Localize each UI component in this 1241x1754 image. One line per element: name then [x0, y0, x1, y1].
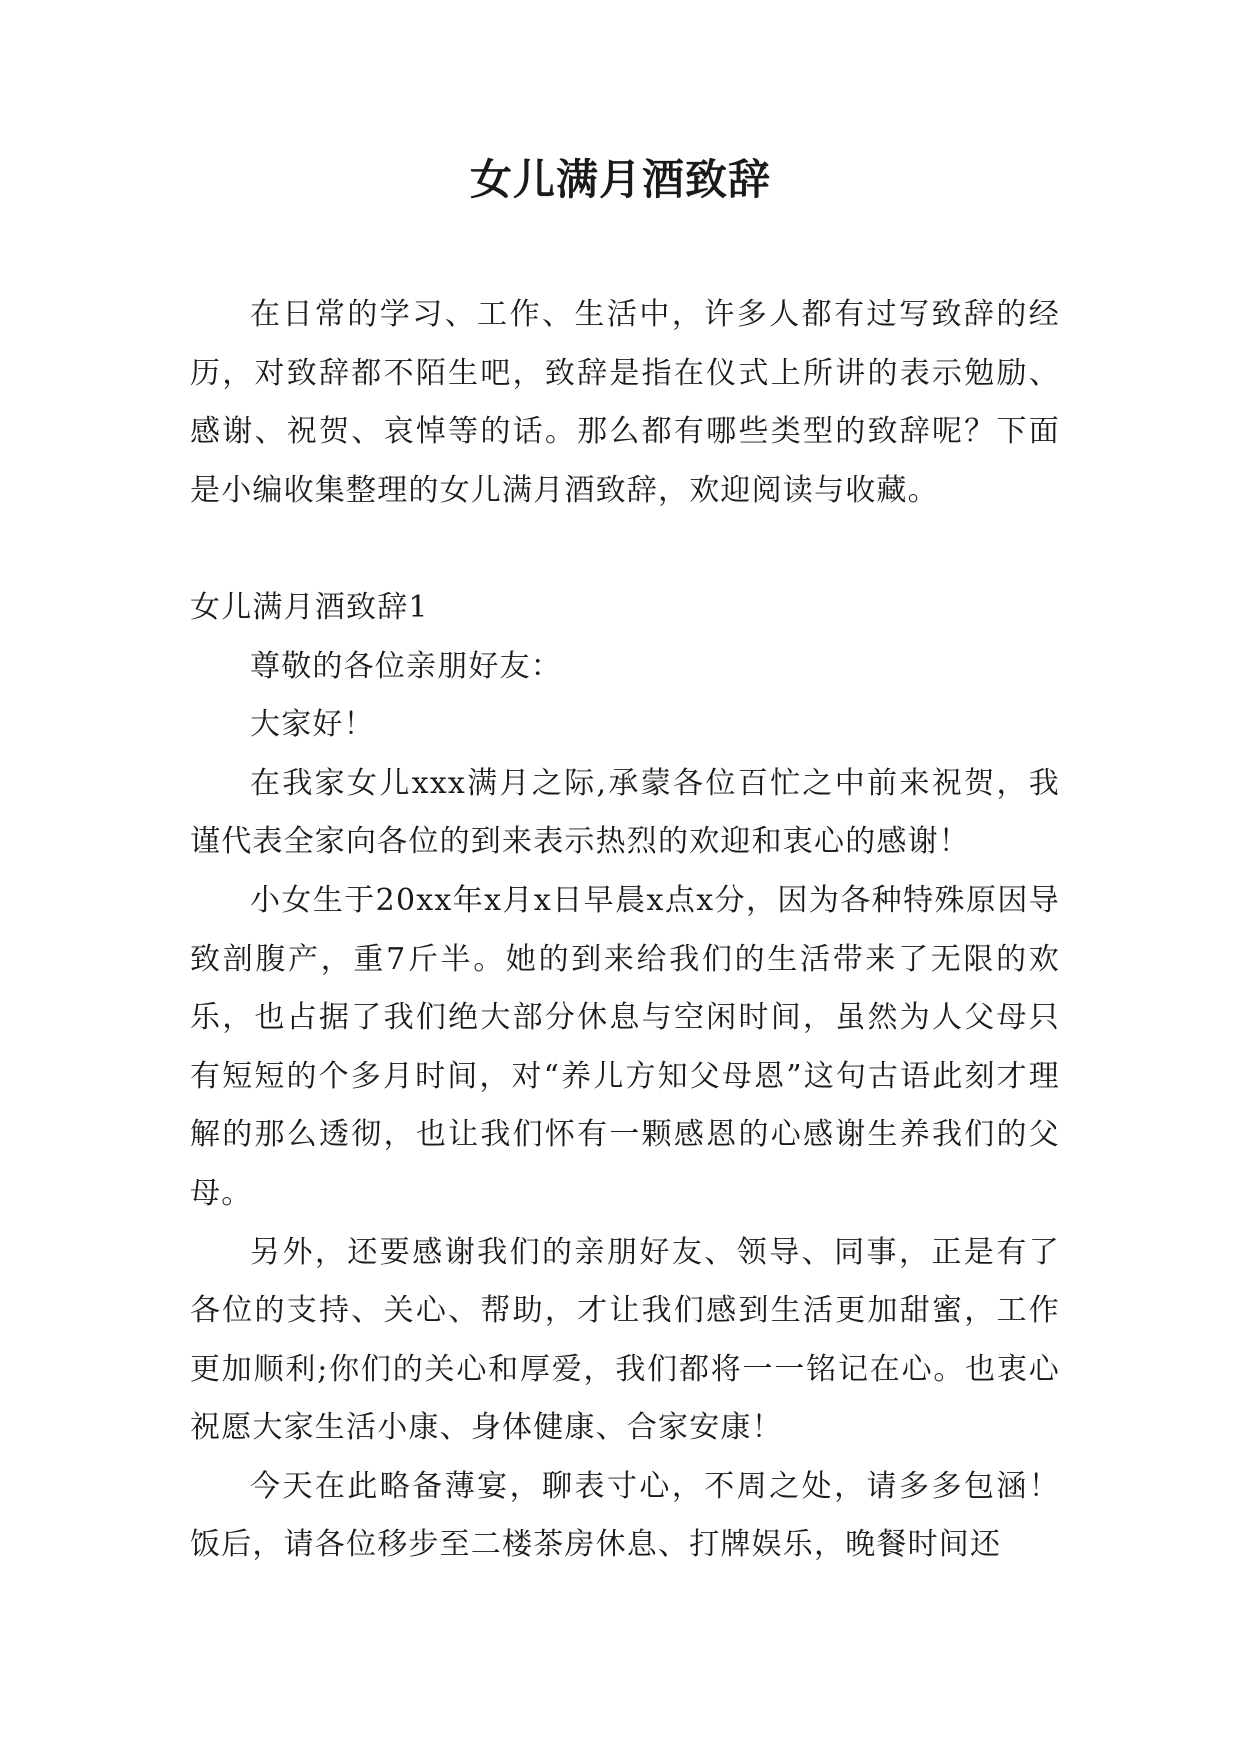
salutation: 尊敬的各位亲朋好友： — [250, 648, 562, 684]
intro-paragraph: 在日常的学习、工作、生活中，许多人都有过写致辞的经历，对致辞都不陌生吧，致辞是指在仪式上所讲的表示勉励、感谢、祝贺、哀悼等的话。那么都有哪些类型的致辞呢？下面是小编收集整理的女儿满月酒致辞，欢迎阅读与收藏。 — [190, 297, 1060, 508]
greeting: 大家好！ — [250, 707, 375, 743]
body-paragraph: 在我家女儿xxx满月之际,承蒙各位百忙之中前来祝贺，我谨代表全家向各位的到来表示热烈的欢迎和衷心的感谢！ — [190, 765, 1060, 860]
document-title: 女儿满月酒致辞 — [469, 155, 771, 204]
document-body — [190, 286, 1060, 1575]
body-paragraph: 另外，还要感谢我们的亲朋好友、领导、同事，正是有了各位的支持、关心、帮助，才让我们感到生活更加甜蜜，工作更加顺利;你们的关心和厚爱，我们都将一一铭记在心。也衷心祝愿大家生活小康、身体健康、合家安康！ — [190, 1234, 1060, 1446]
paragraph-gap — [190, 520, 1060, 579]
body-paragraph: 小女生于20xx年x月x日早晨x点x分，因为各种特殊原因导致剖腹产，重7斤半。她的到来给我们的生活带来了无限的欢乐，也占据了我们绝大部分休息与空闲时间，虽然为人父母只有短短的个多月时间，对“养儿方知父母恩”这句古语此刻才理解的那么透彻，也让我们怀有一颗感恩的心感谢生养我们的父母。 — [190, 882, 1060, 1211]
section-heading: 女儿满月酒致辞1 — [190, 589, 429, 625]
body-paragraph: 今天在此略备薄宴，聊表寸心，不周之处，请多多包涵！饭后，请各位移步至二楼茶房休息、打牌娱乐，晚餐时间还 — [190, 1468, 1060, 1563]
